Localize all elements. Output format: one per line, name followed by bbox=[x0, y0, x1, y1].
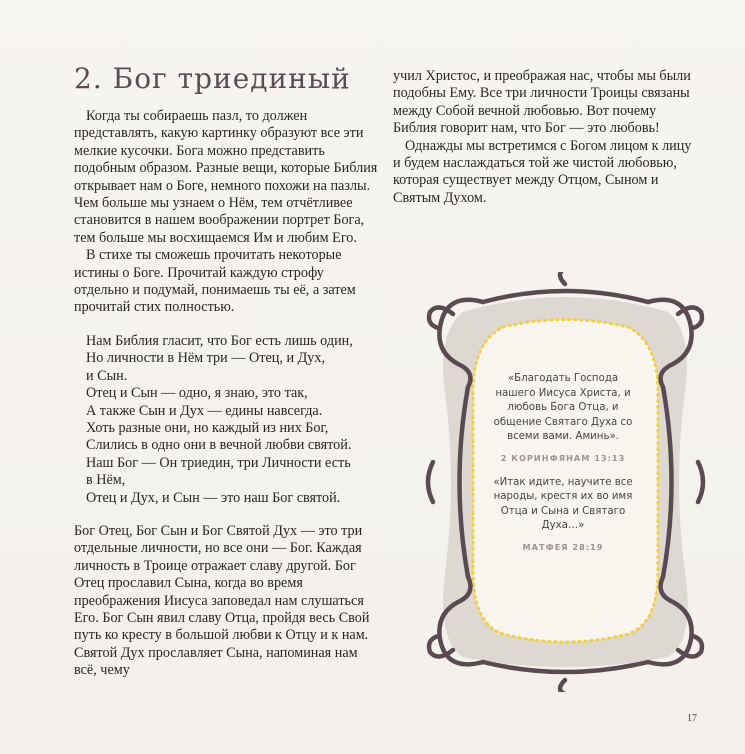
quote-reference: МАТФЕЯ 28:19 bbox=[522, 541, 604, 552]
page-title: 2. Бог триединый bbox=[74, 62, 351, 95]
quote-reference: 2 КОРИНФЯНАМ 13:13 bbox=[500, 452, 626, 463]
left-column bbox=[74, 108, 379, 680]
scripture-quotes bbox=[487, 372, 639, 565]
page-number: 17 bbox=[687, 713, 697, 724]
left-paragraph-2: В стихе ты сможешь прочитать некоторые истины о Боге. Прочитай каждую строфу отдельно и подумай, понимаешь ты её, а затем прочитай стих полностью. bbox=[74, 247, 356, 316]
left-paragraph-1: Когда ты собираешь пазл, то должен представлять, какую картинку образуют все эти мелкие кусочки. Бога можно представить подобным образом. Разные вещи, которые Библия открывает нам о Боге, немного похожи на пазлы. Чем больше мы узнаем о Нём, тем отчётливее становится в нашем воображении портрет Бога, тем больше мы восхищаемся Им и любим Его. bbox=[74, 108, 378, 246]
poem: Нам Библия гласит, что Бог есть лишь один, Но личности в Нём три — Отец, и Дух, и Сын. Отец и Сын — одно, я знаю, это так, А также Сын и Дух — едины навсегда. Хоть разные они, но каждый из них Бог, Слились в одно они в вечной любви святой. Наш Бог — Он триедин, три Личности есть в Нём, Отец и Дух, и Сын — это наш Бог святой. bbox=[86, 332, 353, 506]
quote-text: «Итак идите, научите все народы, крестя их во имя Отца и Сына и Святаго Духа…» bbox=[493, 476, 633, 532]
right-paragraph-2: Однажды мы встретимся с Богом лицом к лицу и будем наслаждаться той же чистой любовью, которая существует между Отцом, Сыном и Святым Духом. bbox=[393, 137, 692, 206]
right-column bbox=[393, 68, 698, 207]
left-paragraph-3: Бог Отец, Бог Сын и Бог Святой Дух — это три отдельные личности, но все они — Бог. Каждая личность в Троице отражает славу другой. Бог Отец прославил Сына, когда во время преображения Иисуса заповедал нам слушаться Его. Бог Сын явил славу Отца, пройдя весь Свой путь ко кресту в большой любви к Отцу и к нам. Святой Дух прославляет Сына, напоминая нам всё, чему bbox=[74, 522, 370, 679]
quote-text: «Благодать Господа нашего Иисуса Христа, и любовь Бога Отца, и общение Святаго Духа со всеми вами. Аминь». bbox=[493, 373, 633, 443]
right-paragraph-1: учил Христос, и преображая нас, чтобы мы были подобны Ему. Все три личности Троицы связаны между Собой вечной любовью. Вот почему Библия говорит нам, что Бог — это любовь! bbox=[393, 68, 691, 137]
